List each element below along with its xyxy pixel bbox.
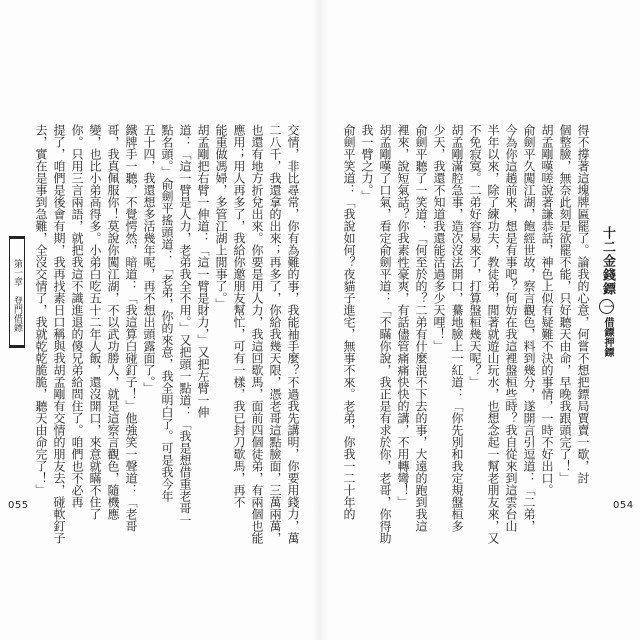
text-column: 哥，我真佩服你！莫說你闖江湖，不以武功勝人，就是這察言觀色，隨機應 [106, 124, 120, 520]
text-column: 俞劍平笑道：「我說如何？夜貓子進宅，無事不來。老弟，你我一二十年的 [342, 124, 356, 520]
text-column: 俞劍平聽了一笑道：「何至於的？二弟有什麼混不下去的事，大遠的跑到我這 [414, 124, 428, 532]
text-column: 點名頭。」俞劍平搖頭道：「老弟，你的來意，我全明白了。可是我今年 [160, 124, 174, 502]
right-running-head [597, 226, 617, 356]
text-column: 不免寂寞。二弟好容易來了，打算盤桓幾天呢？」 [468, 124, 482, 388]
text-column: 胡孟剛嘆嗟說著謙恭話，神色上似有疑難不決的事情，一時不好出口。 [540, 124, 554, 496]
text-column: 也還有地方折兌出來。你要是用人力，我這回歇馬，面前四個徒弟，有兩個也能 [250, 124, 264, 544]
text-column: 變，也比小弟高得多。小弟白吃五十二年人飯，還沒開口，來意就瞞不住了 [88, 124, 102, 520]
text-column: 交情，非比尋常，你有為難的事，我能袖手麼？不過我先講明，你要用錢力，萬 [286, 124, 300, 544]
text-column: 今為你這趟前來，想是有事吧？何妨在我這裡盤桓些時？我自從來到這雲台山 [504, 124, 518, 532]
volume-title: 借鏢押鏢 [602, 317, 613, 357]
text-column: 你。只用三言兩語，就把我這不識進退的傻兄弟給問住了。咱們也不必再 [70, 124, 84, 508]
text-column: 胡孟剛滿腔急事，造次沒法開口，驀地臉上一紅道：「你先別和我定規盤桓多 [450, 124, 464, 532]
text-column: 個整臉，無奈此刻是欲罷不能，只好聽天由命，早晚我跟頭完了！」 [558, 124, 572, 484]
right-page-number: 054 [613, 500, 634, 511]
left-page-text [32, 124, 302, 548]
book-title: 十二金錢鏢 [600, 226, 615, 296]
text-column: 胡孟剛嘆了口氣，看定俞劍平道：「不瞞你說，我正是有求於你，老哥，你得助 [378, 124, 392, 544]
text-column: 去，實在是事到急難，全沒交情了，我就乾乾脆脆，聽天由命完了！」 [34, 124, 48, 496]
text-column: 裡來，說短氣話？你我素性豪爽，有話儘管痛痛快快的講，不用轉彎！」 [396, 124, 410, 508]
page-gutter [312, 0, 328, 640]
text-column: 少天，我還不知道我還能活過多少天哩！」 [432, 124, 446, 352]
text-column: 得不撐著這塊牌匾罷了。論我的心意，何嘗不想把鏢局賈賣一歇，討 [576, 124, 590, 484]
text-column: 鐵牌手一聽，不覺愕然，暗道：「我這算白碰釘子！」他強笑一聲道：「老哥 [124, 124, 138, 532]
chapter-number: 第一章 [12, 258, 22, 286]
text-column: 半年以來，除了練功夫，教徒弟，閒著就遊山玩水，也想念起一幫老朋友來，又 [486, 124, 500, 544]
volume-number-badge: 一 [599, 299, 614, 314]
chapter-title: 登門借鏢 [12, 295, 22, 332]
left-page-number: 055 [8, 500, 29, 511]
text-column: 胡孟剛把右臂一伸道：「這一臂是財力，」又把左臂一伸 [196, 124, 210, 418]
text-column: 道：「這一臂是人力，老弟我全不用。」又把頭一點道：「我是想借重老哥一 [178, 124, 192, 526]
text-column: 我一臂之力。」 [360, 124, 374, 202]
right-page-text [340, 124, 592, 548]
text-column: 五十四，我還想多活幾年呢，再不想出頭露面了。」 [142, 124, 156, 394]
left-running-head [9, 236, 25, 348]
text-column: 提了，咱們是後會有期，我再找素日口稱與我胡孟剛有交情的朋友去，碰軟釘子 [52, 124, 66, 544]
text-column: 俞劍平久闖江湖，飽經世故，察言觀色，料到幾分，遂開言引逗道：「二弟， [522, 124, 536, 532]
text-column: 應用；用人再多了，我給你邀朋友幫忙，可有一樣，我已封刀歇馬，再不 [232, 124, 246, 508]
text-column: 能重做馮婦，多管江湖上閒事了。」 [214, 124, 228, 310]
text-column: 二八千，我還拿的出來；再多了，你給我幾天限，憑老哥這點臉面，三萬兩萬， [268, 124, 282, 544]
